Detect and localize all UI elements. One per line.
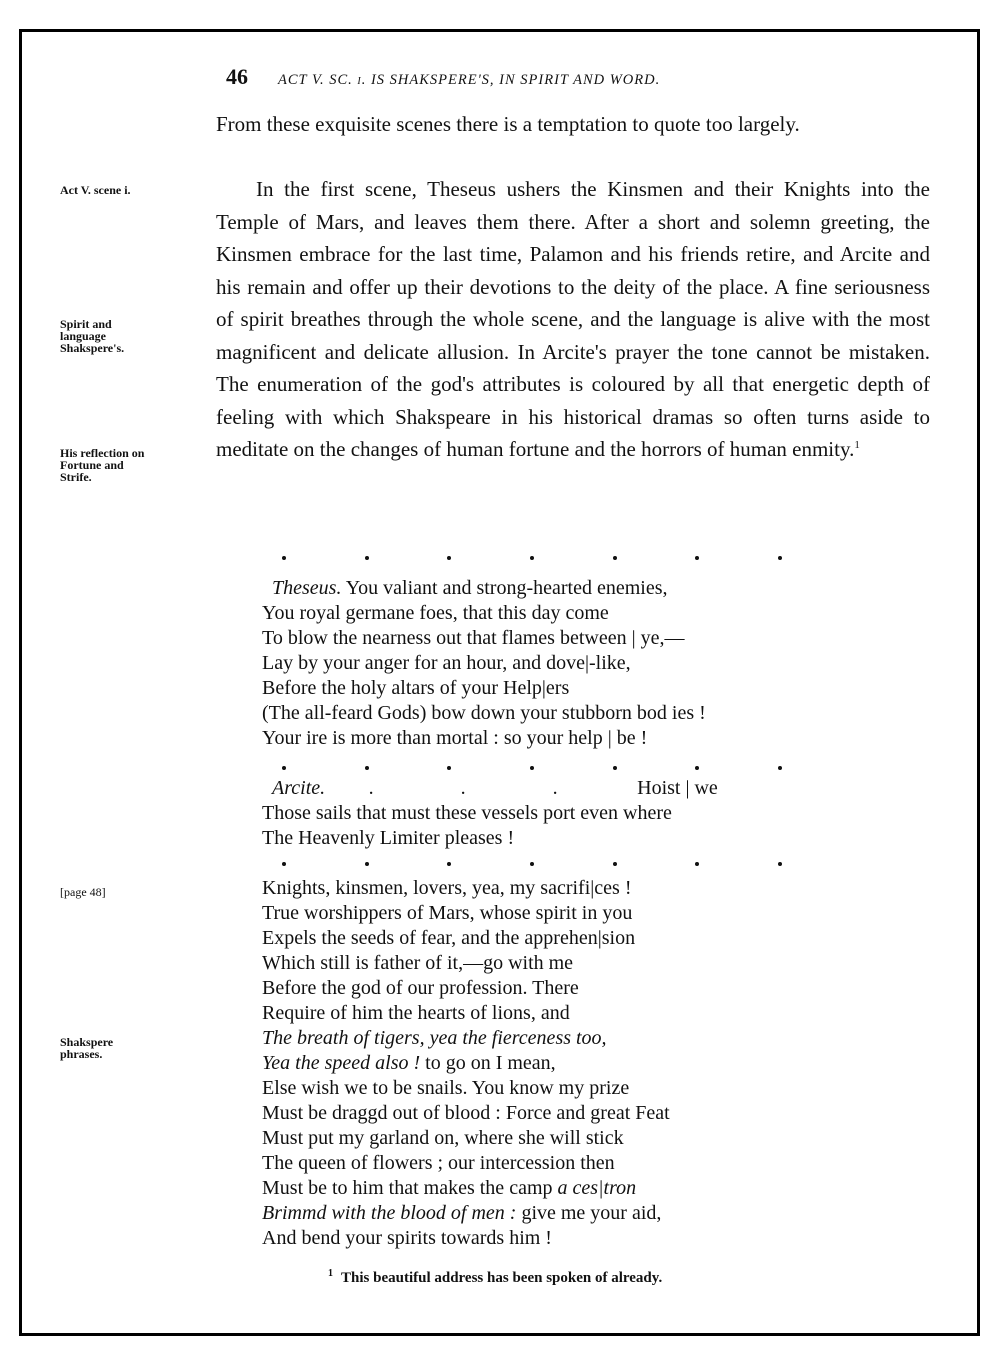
verse-line [262,1176,670,1201]
verse-line [262,776,718,801]
margin-note-line: Fortune and [60,458,124,472]
ellipsis-dots-row [282,766,782,770]
verse-theseus [262,576,706,751]
margin-note-act-scene [60,184,210,196]
verse-arcite [262,776,718,851]
verse-italic: Yea the speed also ! [262,1052,421,1074]
verse-text: to go on I mean, [420,1052,556,1074]
paragraph-text: From these exquisite scenes there is a temptation to quote too largely. [216,112,800,136]
dot [365,766,369,770]
page-number: 46 [226,64,248,89]
margin-note-spirit-language [60,318,210,354]
dot [778,862,782,866]
verse-italic: Brimmd with the blood of men : [262,1202,517,1224]
margin-note-line: phrases. [60,1047,103,1061]
verse-text: Hoist | we [637,777,718,799]
dot [695,766,699,770]
verse-text: give me your aid, [516,1202,662,1224]
footnote-text: This beautiful address has been spoken of already. [341,1270,663,1286]
footnote-reference: 1 [854,439,860,451]
ellipsis-dots-row [282,862,782,866]
margin-note-page-ref [60,886,210,898]
dot [530,862,534,866]
dot [695,556,699,560]
verse-line: Require of him the hearts of lions, and [262,1002,570,1024]
margin-note-text: [page 48] [60,885,106,899]
dot [778,766,782,770]
verse-italic: The breath of tigers, yea the fierceness too, [262,1027,607,1049]
dot [613,556,617,560]
verse-line: Your ire is more than mortal : so your help | be ! [262,727,648,749]
margin-note-phrases [60,1036,210,1060]
verse-line [262,576,706,601]
verse-text: Must be to him that makes the camp [262,1177,558,1199]
ellipsis: . [460,777,466,799]
paragraph-intro [216,108,930,141]
verse-line [262,1201,670,1226]
verse-line: You royal germane foes, that this day come [262,602,609,624]
verse-arcite-prayer [262,876,670,1251]
verse-line: And bend your spirits towards him ! [262,1227,552,1249]
verse-line: Knights, kinsmen, lovers, yea, my sacrifi|ces ! [262,877,632,899]
verse-line: Which still is father of it,—go with me [262,952,574,974]
footnote-marker: 1 [328,1268,333,1279]
verse-italic: a ces|tron [557,1177,637,1199]
verse-text: You valiant and strong-hearted enemies, [345,577,668,599]
verse-line: Lay by your anger for an hour, and dove|-like, [262,652,631,674]
dot [613,766,617,770]
paragraph-text [216,173,930,466]
margin-note-line: language [60,329,107,343]
dot [365,862,369,866]
verse-line [262,1026,670,1051]
dot [447,766,451,770]
dot [613,862,617,866]
verse-line: Before the god of our profession. There [262,977,579,999]
dot [365,556,369,560]
dot [530,556,534,560]
ellipsis-dots-row [282,556,782,560]
dot [282,862,286,866]
dot [447,556,451,560]
dot [778,556,782,560]
verse-line: Must put my garland on, where she will stick [262,1127,624,1149]
verse-line: To blow the nearness out that flames between | ye,— [262,627,685,649]
running-title: ACT V. SC. i. IS SHAKSPERE'S, IN SPIRIT AND WORD. [278,72,661,88]
margin-note-line: Shakspere's. [60,341,125,355]
verse-line: Else wish we to be snails. You know my prize [262,1077,630,1099]
verse-line: Those sails that must these vessels port even where [262,802,672,824]
margin-note-line: Shakspere [60,1035,114,1049]
paragraph-body: In the first scene, Theseus ushers the Kinsmen and their Knights into the Temple of Mars, and leaves them there. After a short and solemn greeting, the Kinsmen embrace for the last time, Palamon and his friends retire, and Arcite and his remain and offer up their devotions to the deity of the place. A fine seriousness of spirit breathes through the whole scene, and the language is alive with the most magnificent and delicate allusion. In Arcite's prayer the tone cannot be mistaken. The enumeration of the god's attributes is coloured by all that energetic depth of feeling with which Shakspeare in his historical dramas so often turns aside to meditate on the changes of human fortune and the horrors of human enmity. [216,177,930,461]
running-head [226,64,886,90]
paragraph-main [216,173,930,466]
footnote [328,1268,662,1287]
speaker-name: Theseus. [272,577,342,599]
margin-note-reflection [60,447,210,483]
margin-note-text: Act V. scene i. [60,183,131,197]
verse-line: The Heavenly Limiter pleases ! [262,827,515,849]
verse-line: Expels the seeds of fear, and the apprehen|sion [262,927,636,949]
dot [530,766,534,770]
verse-line: Must be draggd out of blood : Force and great Feat [262,1102,670,1124]
margin-note-line: His reflection on [60,446,145,460]
ellipsis: . [368,777,374,799]
dot [282,766,286,770]
verse-line: (The all-feard Gods) bow down your stubborn bod ies ! [262,702,706,724]
speaker-name: Arcite. [272,777,326,799]
margin-note-line: Spirit and [60,317,112,331]
dot [282,556,286,560]
margin-note-line: Strife. [60,470,92,484]
ellipsis: . [552,777,558,799]
verse-line [262,1051,670,1076]
dot [447,862,451,866]
verse-line: The queen of flowers ; our intercession then [262,1152,615,1174]
verse-line: Before the holy altars of your Help|ers [262,677,570,699]
dot [695,862,699,866]
verse-line: True worshippers of Mars, whose spirit in you [262,902,633,924]
